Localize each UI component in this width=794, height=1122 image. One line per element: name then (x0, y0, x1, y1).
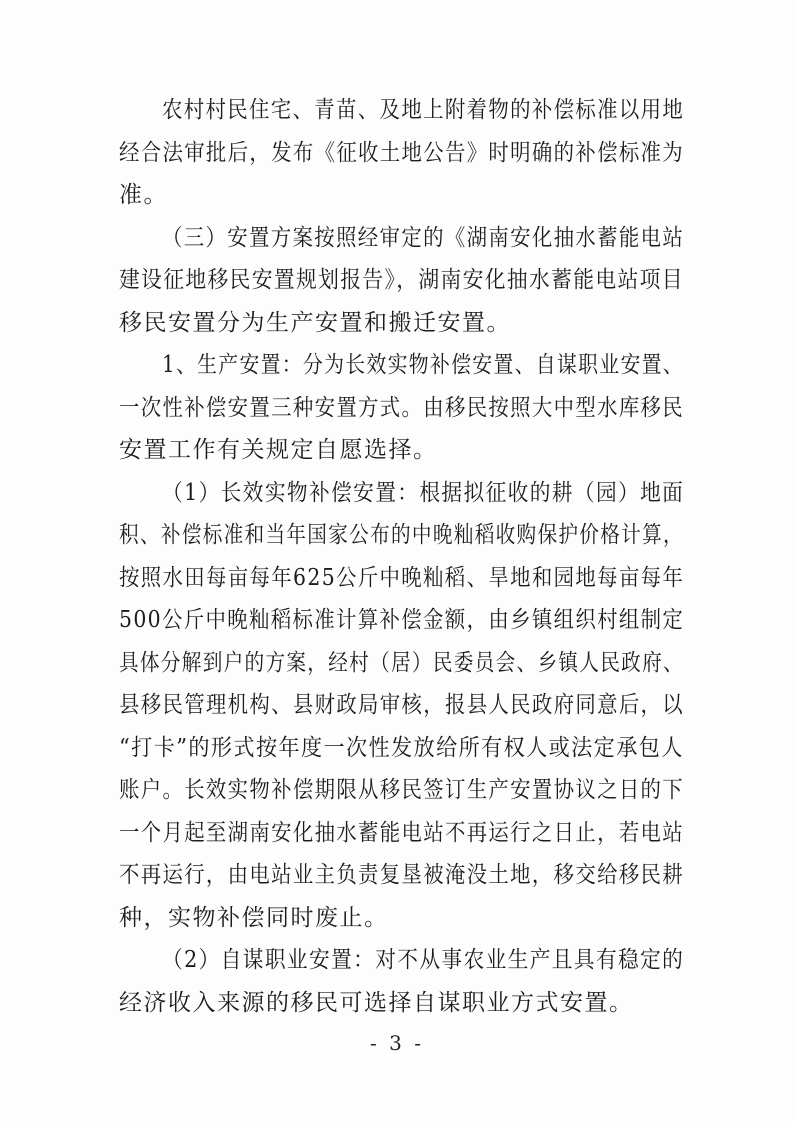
paragraph-line (0, 942, 794, 978)
paragraph-line (0, 687, 794, 723)
line-text: 建设征地移民安置规划报告》，湖南安化抽水蓄能电站项目 (119, 267, 684, 293)
paragraph-line (0, 815, 794, 851)
line-text: 账户。长效实物补偿期限从移民签订生产安置协议之日的下 (119, 777, 685, 803)
line-text: 500公斤中晚籼稻标准计算补偿金额，由乡镇组织村组制定 (119, 607, 685, 633)
paragraph-line (0, 177, 794, 213)
line-text: 经济收入来源的移民可选择自谋职业方式安置。 (119, 989, 634, 1016)
paragraph-line (0, 220, 794, 256)
line-text: “打卡”的形式按年度一次性发放给所有权人或法定承包人 (119, 734, 684, 761)
line-text: 种，实物补偿同时废止。 (119, 904, 389, 931)
line-text: 农村村民住宅、青苗、及地上附着物的补偿标准以用地 (162, 97, 685, 123)
line-text: 县移民管理机构、县财政局审核，报县人民政府同意后，以 (119, 692, 685, 718)
paragraph-line (0, 602, 794, 638)
line-text: 一个月起至湖南安化抽水蓄能电站不再运行之日止，若电站 (119, 819, 685, 846)
paragraph-line (0, 900, 794, 936)
paragraph-line (0, 432, 794, 468)
line-text: （三）安置方案按照经审定的《湖南安化抽水蓄能电站 (162, 224, 685, 251)
paragraph-line (0, 772, 794, 808)
paragraph-line (0, 262, 794, 298)
line-text: 积、补偿标准和当年国家公布的中晚籼稻收购保护价格计算， (119, 522, 684, 548)
page-number: - 3 - (370, 1031, 424, 1055)
paragraph-line (0, 92, 794, 128)
line-text: （1）长效实物补偿安置：根据拟征收的耕（园）地面 (162, 479, 685, 506)
paragraph-line (0, 730, 794, 766)
line-text: 移民安置分为生产安置和搬迁安置。 (119, 309, 511, 336)
line-text: 按照水田每亩每年625公斤中晚籼稻、旱地和园地每亩每年 (119, 564, 685, 591)
line-text: 一次性补偿安置三种安置方式。由移民按照大中型水库移民 (119, 394, 685, 421)
paragraph-line (0, 390, 794, 426)
paragraph-line (0, 517, 794, 553)
paragraph-line (0, 305, 794, 341)
line-text: （2）自谋职业安置：对不从事农业生产且具有稳定的 (162, 947, 685, 973)
paragraph-line (0, 645, 794, 681)
paragraph-line (0, 347, 794, 383)
paragraph-line (0, 475, 794, 511)
line-text: 安置工作有关规定自愿选择。 (119, 437, 438, 463)
paragraph-line (0, 857, 794, 893)
paragraph-line (0, 985, 794, 1021)
paragraph-line (0, 135, 794, 171)
line-text: 经合法审批后，发布《征收土地公告》时明确的补偿标准为 (119, 139, 685, 166)
line-text: 准。 (119, 182, 168, 208)
line-text: 具体分解到户的方案，经村（居）民委员会、乡镇人民政府、 (119, 649, 684, 676)
line-text: 不再运行，由电站业主负责复垦被淹没土地，移交给移民耕 (119, 862, 685, 888)
line-text: 1、生产安置：分为长效实物补偿安置、自谋职业安置、 (162, 352, 684, 378)
paragraph-line (0, 560, 794, 596)
